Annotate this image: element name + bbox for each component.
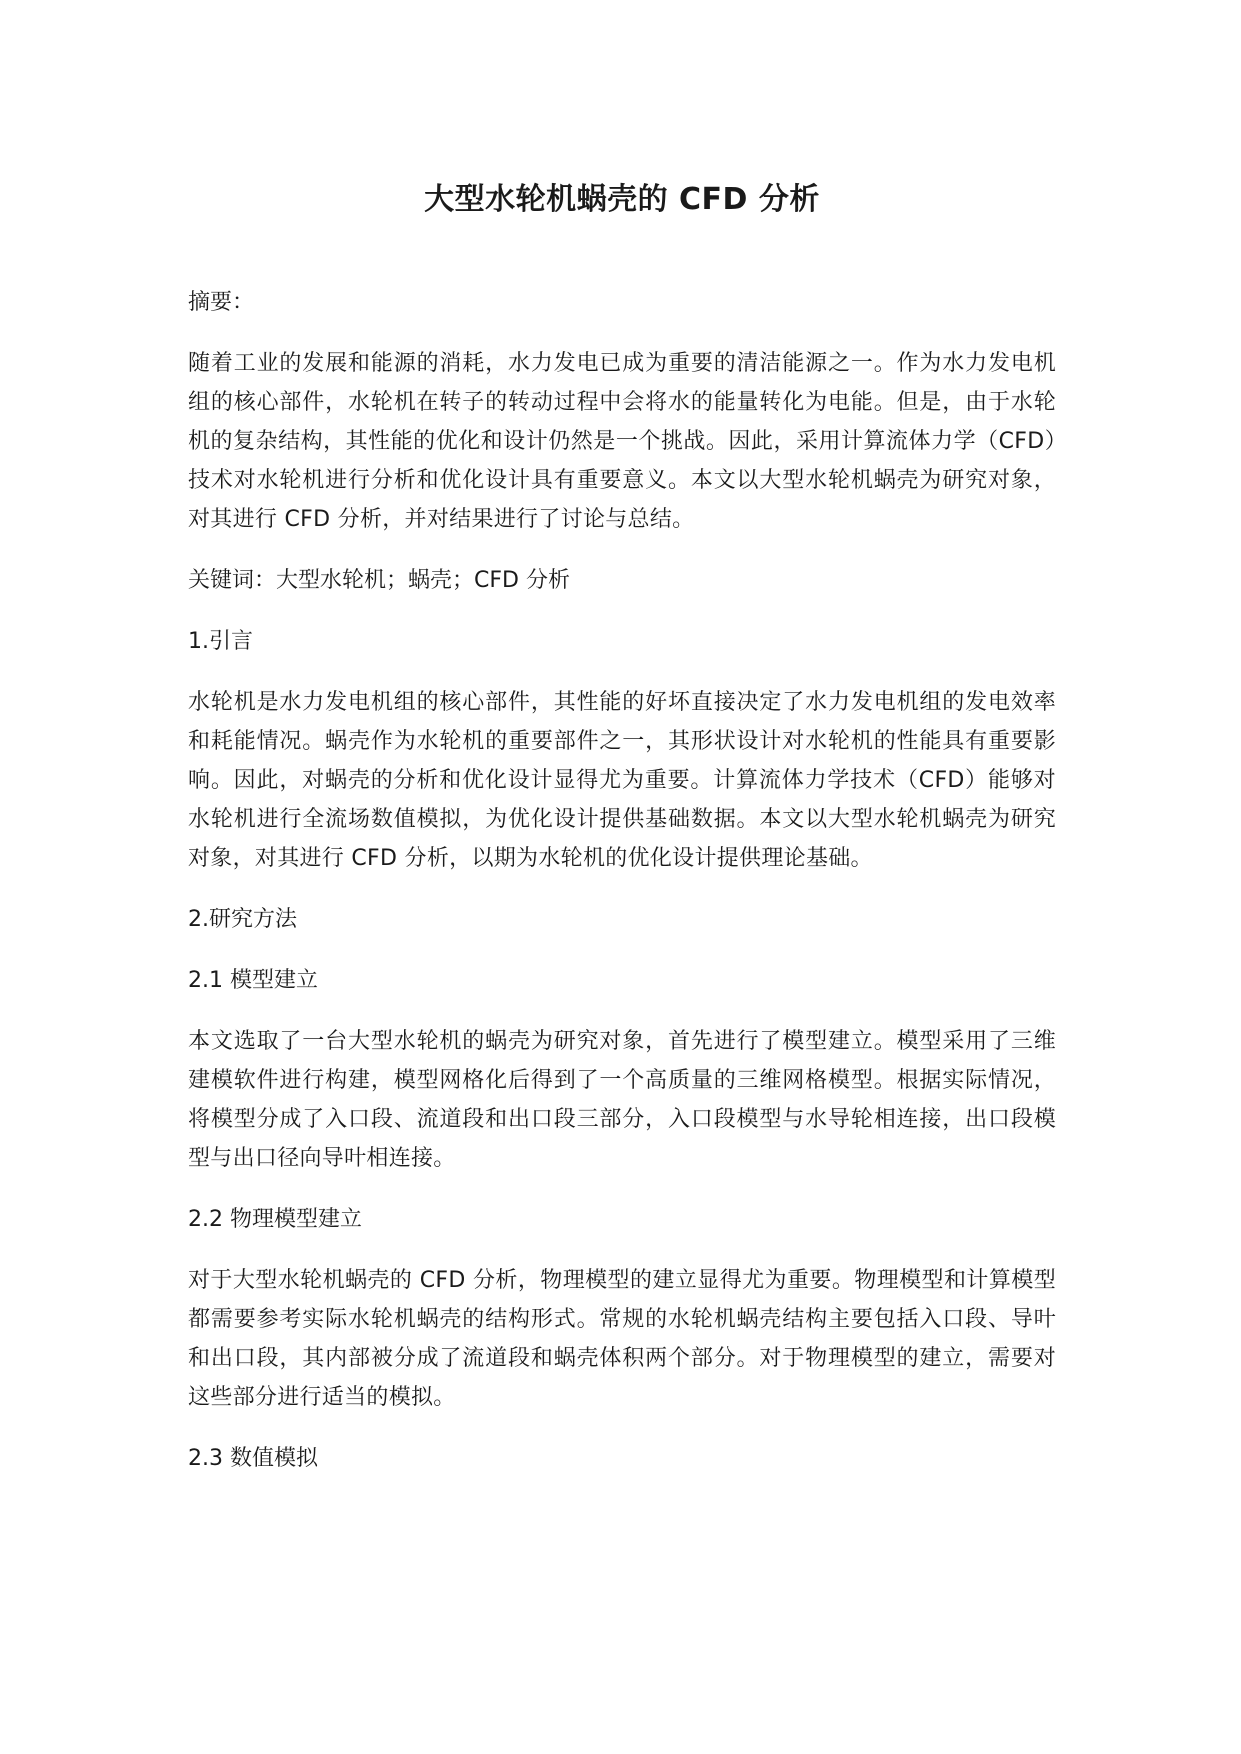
- section-heading-introduction: 1.引言: [188, 629, 253, 654]
- physical-model-paragraph: 对于大型水轮机蜗壳的 CFD 分析，物理模型的建立显得尤为重要。物理模型和计算模型都需要参考实际水轮机蜗壳的结构形式。常规的水轮机蜗壳结构主要包括入口段、导叶和出口段，其内部被分成了流道段和蜗壳体积两个部分。对于物理模型的建立，需要对这些部分进行适当的模拟。: [188, 1268, 1056, 1410]
- document-body: [188, 283, 1056, 1500]
- section-heading-model: 2.1 模型建立: [188, 968, 318, 993]
- abstract-paragraph: 随着工业的发展和能源的消耗，水力发电已成为重要的清洁能源之一。作为水力发电机组的核心部件，水轮机在转子的转动过程中会将水的能量转化为电能。但是，由于水轮机的复杂结构，其性能的优化和设计仍然是一个挑战。因此，采用计算流体力学（CFD）技术对水轮机进行分析和优化设计具有重要意义。本文以大型水轮机蜗壳为研究对象，对其进行 CFD 分析，并对结果进行了讨论与总结。: [188, 351, 1056, 532]
- section-heading-numerical-simulation: 2.3 数值模拟: [188, 1446, 318, 1471]
- section-heading-method: 2.研究方法: [188, 907, 297, 932]
- keywords-line: 关键词：大型水轮机；蜗壳；CFD 分析: [188, 568, 570, 593]
- section-heading-physical-model: 2.2 物理模型建立: [188, 1207, 362, 1232]
- model-paragraph: 本文选取了一台大型水轮机的蜗壳为研究对象，首先进行了模型建立。模型采用了三维建模软件进行构建，模型网格化后得到了一个高质量的三维网格模型。根据实际情况，将模型分成了入口段、流道段和出口段三部分，入口段模型与水导轮相连接，出口段模型与出口径向导叶相连接。: [188, 1029, 1056, 1171]
- introduction-paragraph: 水轮机是水力发电机组的核心部件，其性能的好坏直接决定了水力发电机组的发电效率和耗能情况。蜗壳作为水轮机的重要部件之一，其形状设计对水轮机的性能具有重要影响。因此，对蜗壳的分析和优化设计显得尤为重要。计算流体力学技术（CFD）能够对水轮机进行全流场数值模拟，为优化设计提供基础数据。本文以大型水轮机蜗壳为研究对象，对其进行 CFD 分析，以期为水轮机的优化设计提供理论基础。: [188, 690, 1056, 871]
- document-title: 大型水轮机蜗壳的 CFD 分析: [424, 182, 820, 217]
- abstract-label: 摘要：: [188, 290, 255, 315]
